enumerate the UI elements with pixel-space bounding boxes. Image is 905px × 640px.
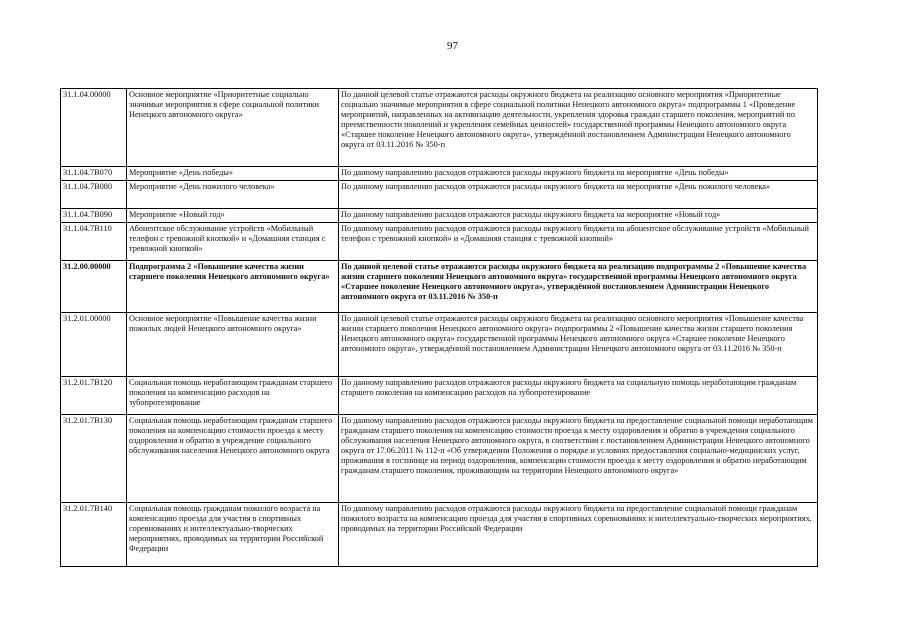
- table-row: [61, 503, 818, 567]
- description-cell: По данному направлению расходов отражаются расходы окружного бюджета на мероприятие «День победы»: [339, 167, 818, 181]
- code-cell: 31.1.04.7В090: [61, 209, 127, 223]
- code-cell: 31.1.04.7В080: [61, 181, 127, 209]
- description-cell: По данной целевой статье отражаются расходы окружного бюджета на реализацию основного мероприятия «Приоритетные социально значимые мероприятия в сфере социальной политики Ненецкого автономного округа» подпрограммы 1 «Проведение мероприятий, направленных на активизацию деятельности, укрепления здоровья граждан старшего поколения, мероприятий по преемственности поколений и укрепления семейных ценностей» государственной программы Ненецкого автономного округа «Старшее поколение Ненецкого автономного округа», утверждённой постановлением Администрации Ненецкого автономного округа от 03.11.2016 № 350-п: [339, 89, 818, 167]
- table-row: [61, 415, 818, 503]
- table-row-subprogram: [61, 261, 818, 313]
- description-cell: По данному направлению расходов отражаются расходы окружного бюджета на социальную помощь неработающим гражданам старшего поколения на компенсацию расходов на зубопротезирование: [339, 377, 818, 415]
- code-cell: 31.2.01.00000: [61, 313, 127, 377]
- description-cell: По данному направлению расходов отражаются расходы окружного бюджета на абонентское обслуживание устройств «Мобильный телефон с тревожной кнопкой» и «Домашняя станция с тревожной кнопкой»: [339, 223, 818, 261]
- table-row: [61, 181, 818, 209]
- name-cell: Мероприятие «День пожилого человека»: [127, 181, 339, 209]
- name-cell: Социальная помощь неработающим гражданам старшего поколения на компенсацию расходов на зубопротезирование: [127, 377, 339, 415]
- name-cell: Социальная помощь гражданам пожилого возраста на компенсацию проезда для участия в спортивных соревнованиях и интеллектуально-творческих мероприятиях, проводимых на территории Российской Федерации: [127, 503, 339, 567]
- name-cell: Основное мероприятие «Приоритетные социально значимые мероприятия в сфере социальной политики Ненецкого автономного округа»: [127, 89, 339, 167]
- table-row: [61, 209, 818, 223]
- code-cell: 31.2.01.7В130: [61, 415, 127, 503]
- name-cell: Основное мероприятие «Повышение качества жизни пожилых людей Ненецкого автономного округа»: [127, 313, 339, 377]
- table-row: [61, 223, 818, 261]
- code-cell: 31.1.04.7В070: [61, 167, 127, 181]
- budget-classification-table: [60, 88, 818, 567]
- code-cell: 31.1.04.00000: [61, 89, 127, 167]
- name-cell: Мероприятие «Новый год»: [127, 209, 339, 223]
- table-row: [61, 377, 818, 415]
- code-cell: 31.2.01.7В120: [61, 377, 127, 415]
- description-cell: По данному направлению расходов отражаются расходы окружного бюджета на предоставление социальной помощи неработающим гражданам старшего поколения на компенсацию стоимости проезда к месту оздоровления и обратно в учреждения социального обслуживания населения Ненецкого автономного округа, в соответствии с постановлением Администрации Ненецкого автономного округа от 17.06.2011 № 112-п «Об утверждении Положения о порядке и условиях предоставления социально-медицинских услуг, проживания в гостинице на период оздоровления, компенсации стоимости проезда к месту оздоровления и обратно неработающим гражданам старшего поколения, проживающим на территории Ненецкого автономного округа»: [339, 415, 818, 503]
- table-row: [61, 313, 818, 377]
- description-cell: По данному направлению расходов отражаются расходы окружного бюджета на предоставление социальной помощи гражданам пожилого возраста на компенсацию проезда для участия в спортивных соревнованиях и интеллектуально-творческих мероприятиях, проводимых на территории Российской Федерации: [339, 503, 818, 567]
- page-number: 97: [447, 40, 458, 52]
- name-cell: Социальная помощь неработающим гражданам старшего поколения на компенсацию стоимости проезда к месту оздоровления и обратно в учреждение социального обслуживания населения Ненецкого автономного округа: [127, 415, 339, 503]
- description-cell: По данному направлению расходов отражаются расходы окружного бюджета на мероприятие «Новый год»: [339, 209, 818, 223]
- name-cell: Подпрограмма 2 «Повышение качества жизни старшего поколения Ненецкого автономного округа»: [127, 261, 339, 313]
- code-cell: 31.1.04.7В110: [61, 223, 127, 261]
- table-row: [61, 167, 818, 181]
- name-cell: Мероприятие «День победы»: [127, 167, 339, 181]
- table-row: [61, 89, 818, 167]
- description-cell: По данному направлению расходов отражаются расходы окружного бюджета на мероприятие «День пожилого человека»: [339, 181, 818, 209]
- description-cell: По данной целевой статье отражаются расходы окружного бюджета на реализацию основного мероприятия «Повышение качества жизни старшего поколения Ненецкого автономного округа» подпрограммы 2 «Повышение качества жизни старшего поколения Ненецкого автономного округа» государственной программы Ненецкого автономного округа «Старшее поколение Ненецкого автономного округа», утверждённой постановлением Администрации Ненецкого автономного округа от 03.11.2016 № 350-п: [339, 313, 818, 377]
- code-cell: 31.2.01.7В140: [61, 503, 127, 567]
- code-cell: 31.2.00.00000: [61, 261, 127, 313]
- name-cell: Абонентское обслуживание устройств «Мобильный телефон с тревожной кнопкой» и «Домашняя станция с тревожной кнопкой»: [127, 223, 339, 261]
- description-cell: По данной целевой статье отражаются расходы окружного бюджета на реализацию подпрограммы 2 «Повышение качества жизни старшего поколения Ненецкого автономного округа» государственной программы Ненецкого автономного округа «Старшее поколение Ненецкого автономного округа», утверждённой постановлением Администрации Ненецкого автономного округа от 03.11.2016 № 350-п: [339, 261, 818, 313]
